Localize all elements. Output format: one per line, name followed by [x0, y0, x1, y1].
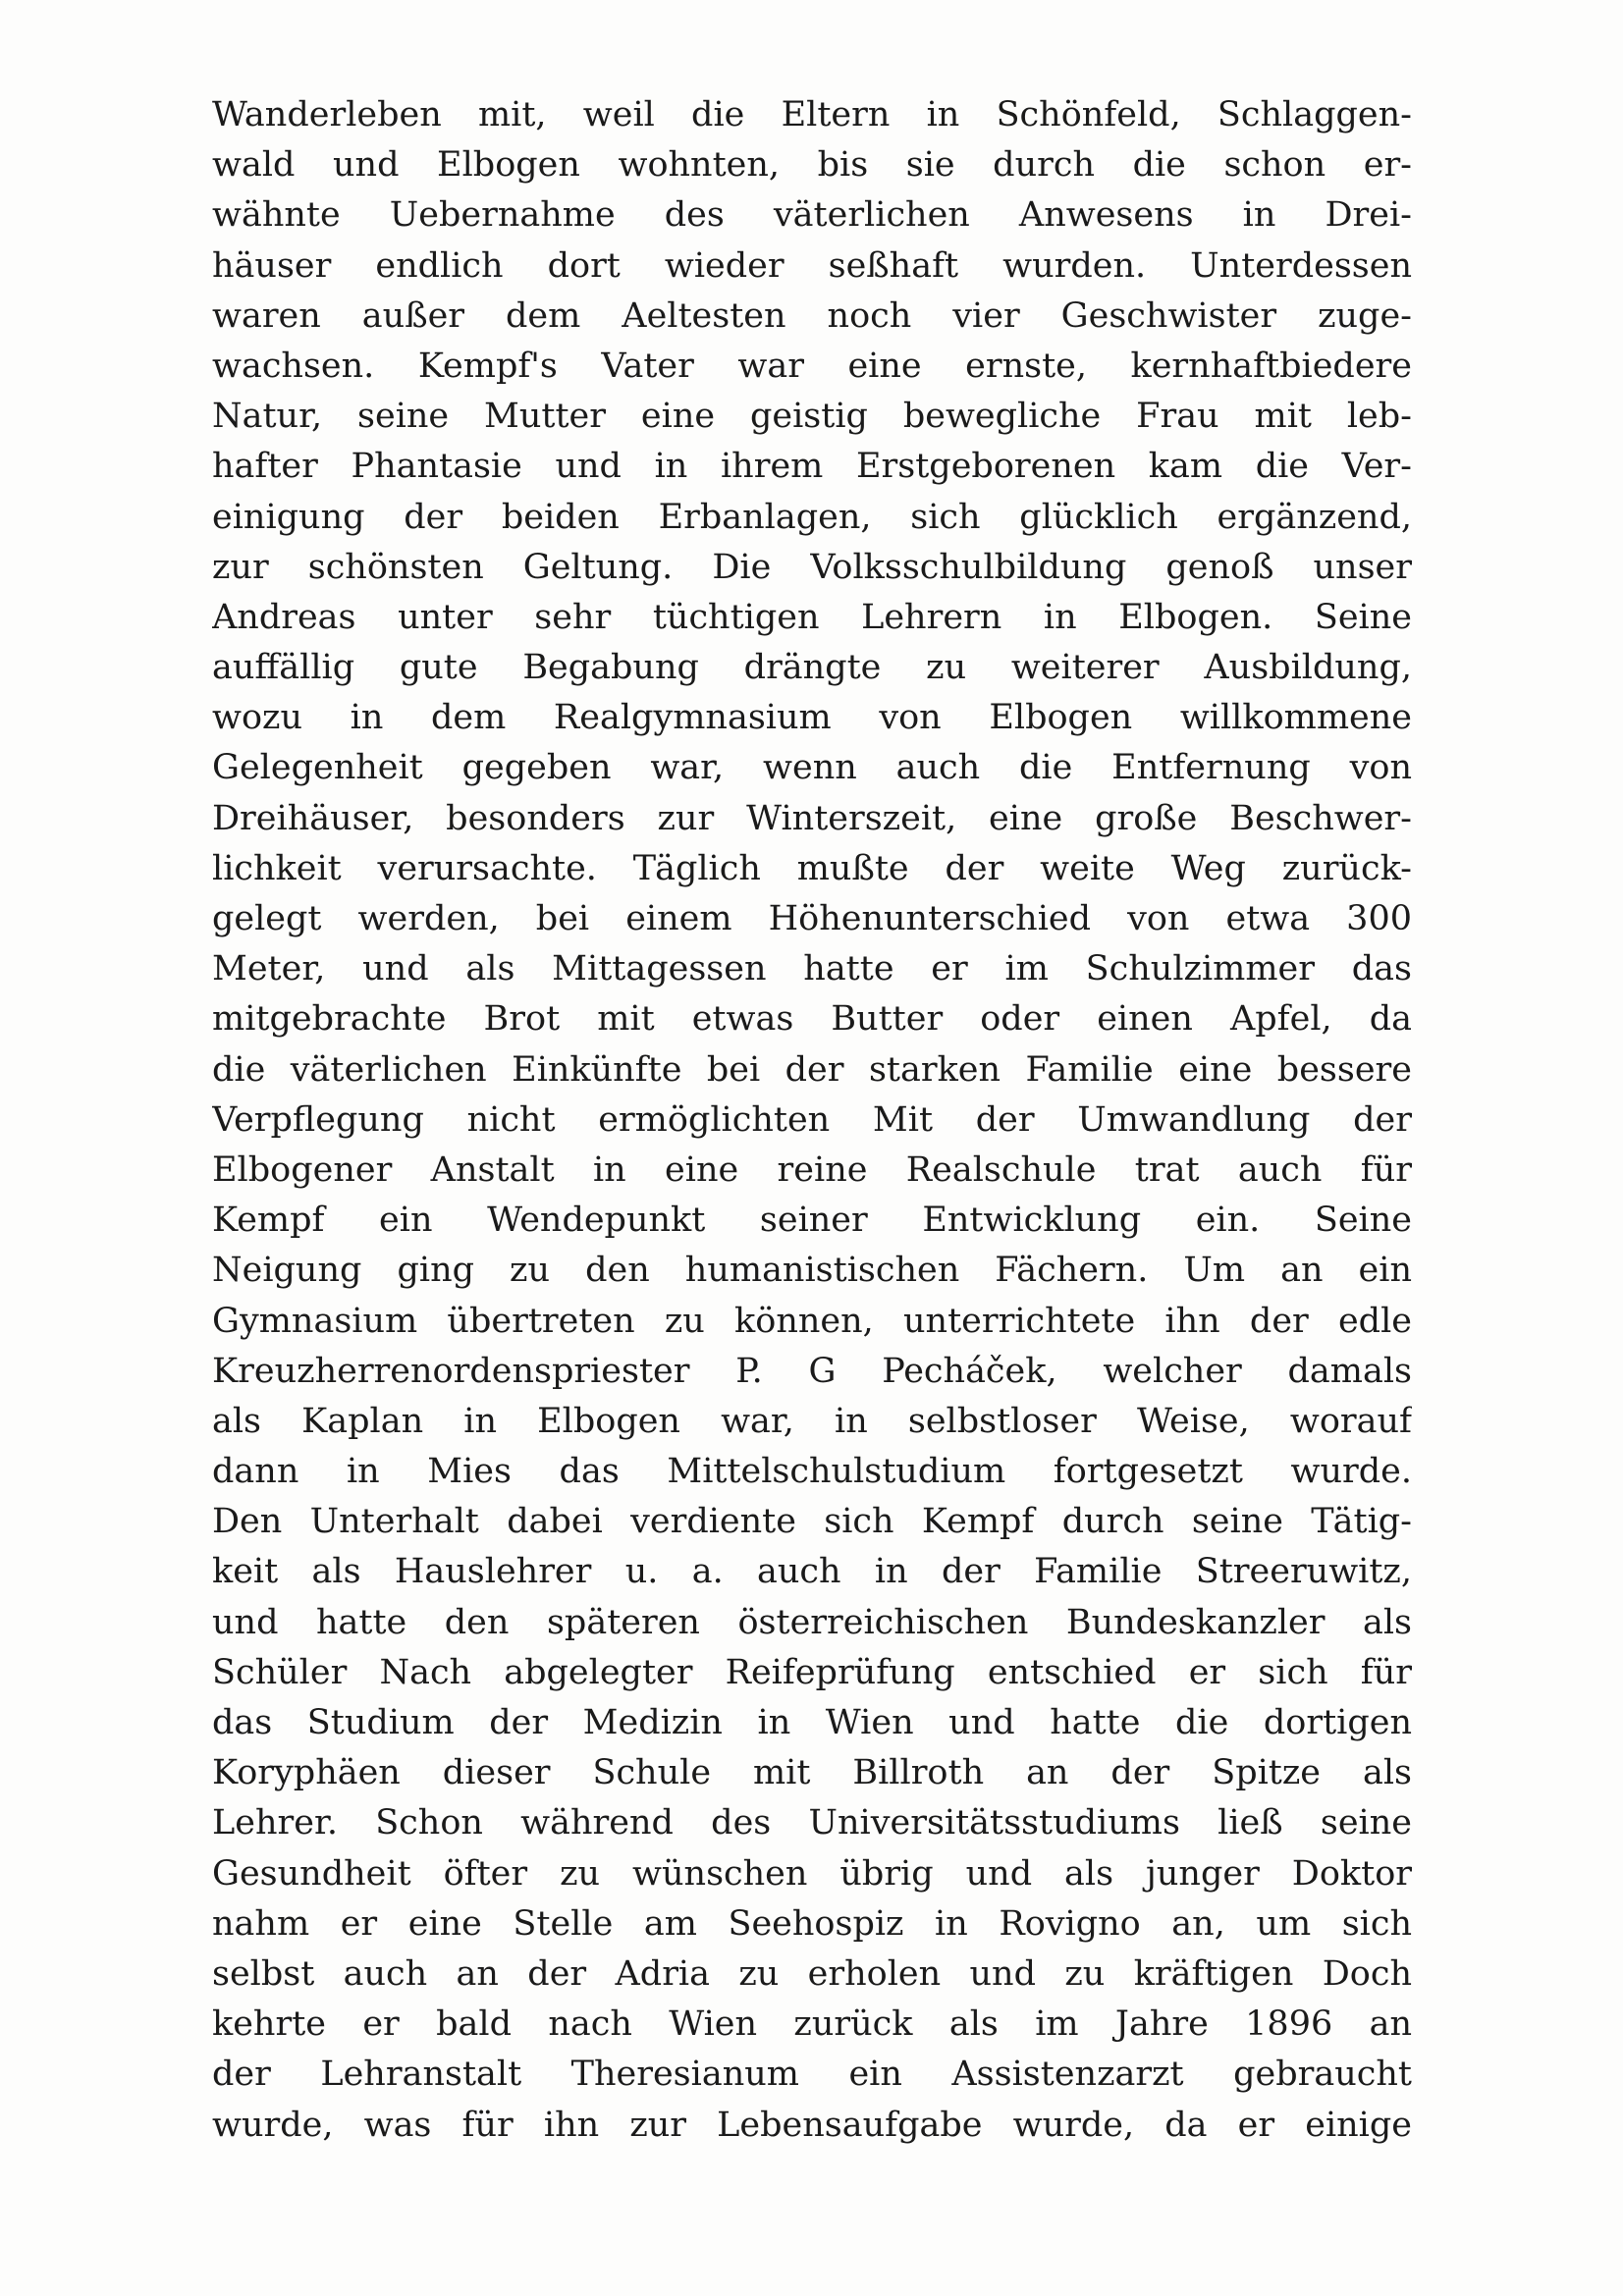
text-line: und hatte den späteren österreichischen Bundeskanzler als [212, 1602, 1412, 1642]
text-line: die väterlichen Einkünfte bei der starken Familie eine bessere [212, 1049, 1412, 1090]
text-line: als Kaplan in Elbogen war, in selbstloser Weise, worauf [212, 1401, 1412, 1441]
text-line: wachsen. Kempf's Vater war eine ernste, kernhaftbiedere [212, 346, 1412, 386]
text-line: Kempf ein Wendepunkt seiner Entwicklung ein. Seine [212, 1201, 1412, 1241]
text-line: gelegt werden, bei einem Höhenunterschied von etwa 300 [212, 899, 1412, 938]
text-line: dann in Mies das Mittelschulstudium fortgesetzt wurde. [212, 1452, 1412, 1492]
text-line: Neigung ging zu den humanistischen Fächern. Um an ein [212, 1251, 1412, 1291]
text-line: Koryphäen dieser Schule mit Billroth an der Spitze als [212, 1753, 1412, 1793]
text-line: Wanderleben mit, weil die Eltern in Schönfeld, Schlaggen- [212, 95, 1412, 134]
text-line: wald und Elbogen wohnten, bis sie durch die schon er- [212, 145, 1412, 186]
text-line: wozu in dem Realgymnasium von Elbogen willkommene [212, 698, 1412, 738]
text-line: Schüler Nach abgelegter Reifeprüfung entschied er sich für [212, 1652, 1412, 1692]
text-line: hafter Phantasie und in ihrem Erstgeborenen kam die Ver- [212, 447, 1412, 487]
body-text [212, 90, 1412, 2151]
text-line: Andreas unter sehr tüchtigen Lehrern in Elbogen. Seine [212, 597, 1412, 637]
text-line: wurde, was für ihn zur Lebensaufgabe wurde, da er einige [212, 2105, 1412, 2145]
text-line: mitgebrachte Brot mit etwas Butter oder einen Apfel, da [212, 999, 1412, 1040]
text-line: kehrte er bald nach Wien zurück als im Jahre 1896 an [212, 2004, 1412, 2045]
text-line: das Studium der Medizin in Wien und hatte die dortigen [212, 1703, 1412, 1742]
text-line: nahm er eine Stelle am Seehospiz in Rovigno an, um sich [212, 1903, 1412, 1944]
text-line: Dreihäuser, besonders zur Winterszeit, eine große Beschwer- [212, 798, 1412, 838]
text-line: Gymnasium übertreten zu können, unterrichtete ihn der edle [212, 1301, 1412, 1341]
text-line: selbst auch an der Adria zu erholen und zu kräftigen Doch [212, 1953, 1412, 1994]
text-line: wähnte Uebernahme des väterlichen Anwesens in Drei- [212, 195, 1412, 236]
text-line: Kreuzherrenordenspriester P. G Pecháček, welcher damals [212, 1351, 1412, 1391]
text-line: Elbogener Anstalt in eine reine Realschule trat auch für [212, 1149, 1412, 1190]
text-line: zur schönsten Geltung. Die Volksschulbildung genoß unser [212, 547, 1412, 587]
text-line: Lehrer. Schon während des Universitätsstudiums ließ seine [212, 1803, 1412, 1843]
text-line: waren außer dem Aeltesten noch vier Geschwister zuge- [212, 295, 1412, 336]
text-line: lichkeit verursachte. Täglich mußte der weite Weg zurück- [212, 848, 1412, 888]
text-line: der Lehranstalt Theresianum ein Assistenzarzt gebraucht [212, 2055, 1412, 2095]
text-line: Meter, und als Mittagessen hatte er im Schulzimmer das [212, 949, 1412, 989]
text-line: Gesundheit öfter zu wünschen übrig und als junger Doktor [212, 1853, 1412, 1894]
text-line: Natur, seine Mutter eine geistig bewegliche Frau mit leb- [212, 397, 1412, 437]
text-line: einigung der beiden Erbanlagen, sich glücklich ergänzend, [212, 497, 1412, 537]
text-line: häuser endlich dort wieder seßhaft wurden. Unterdessen [212, 245, 1412, 286]
text-line: Den Unterhalt dabei verdiente sich Kempf durch seine Tätig- [212, 1502, 1412, 1542]
text-line: Verpflegung nicht ermöglichten Mit der Umwandlung der [212, 1099, 1412, 1140]
text-line: keit als Hauslehrer u. a. auch in der Familie Streeruwitz, [212, 1552, 1412, 1592]
text-line: Gelegenheit gegeben war, wenn auch die Entfernung von [212, 748, 1412, 788]
text-line: auffällig gute Begabung drängte zu weiterer Ausbildung, [212, 648, 1412, 688]
